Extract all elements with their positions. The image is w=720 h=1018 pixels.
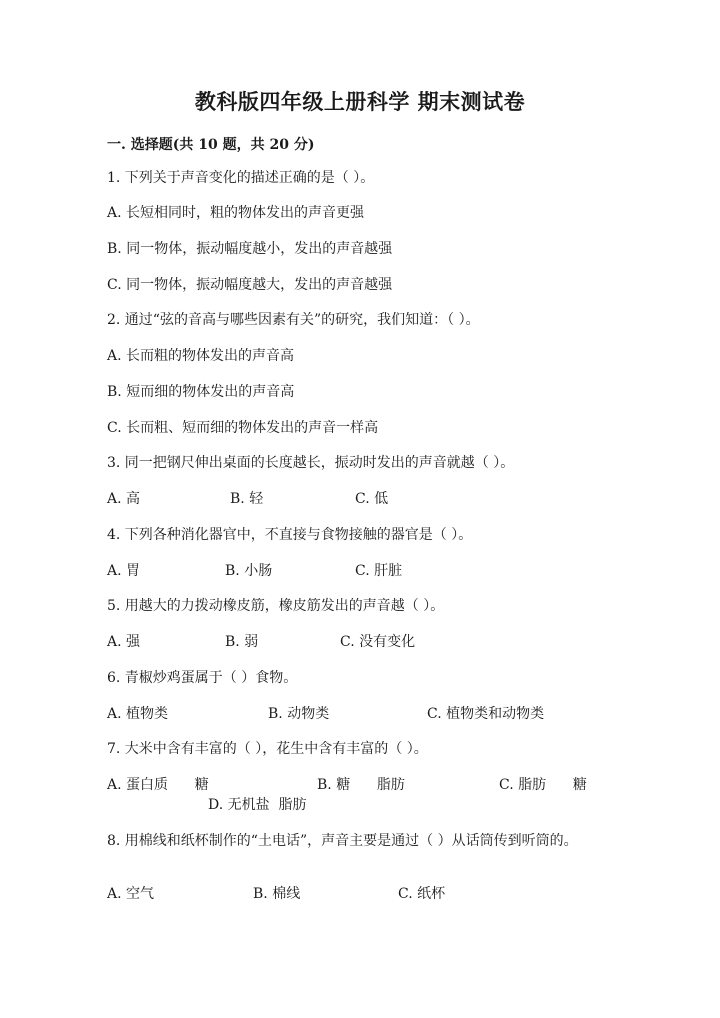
question-3-option-b: B. 轻 — [230, 491, 264, 507]
question-5-option-a: A. 强 — [107, 634, 141, 650]
question-4-option-b: B. 小肠 — [225, 563, 273, 579]
question-6-option-a: A. 植物类 — [107, 706, 169, 722]
question-3-option-a: A. 高 — [107, 491, 141, 507]
question-7-option-c: C. 脂肪 糖 — [499, 777, 587, 793]
question-1-option-a: A. 长短相同时，粗的物体发出的声音更强 — [107, 205, 365, 221]
question-1-option-b: B. 同一物体，振动幅度越小，发出的声音越强 — [107, 241, 393, 257]
question-8-option-b: B. 棉线 — [253, 886, 301, 902]
question-1-stem: 1. 下列关于声音变化的描述正确的是（ ）。 — [107, 170, 375, 186]
question-4-stem: 4. 下列各种消化器官中，不直接与食物接触的器官是（ ）。 — [107, 527, 473, 543]
question-7-stem: 7. 大米中含有丰富的（ ），花生中含有丰富的（ ）。 — [107, 741, 428, 757]
question-1-option-c: C. 同一物体，振动幅度越大，发出的声音越强 — [107, 277, 393, 293]
question-3-stem: 3. 同一把钢尺伸出桌面的长度越长，振动时发出的声音就越（ ）。 — [107, 455, 515, 471]
question-5-stem: 5. 用越大的力拨动橡皮筋，橡皮筋发出的声音越（ ）。 — [107, 598, 445, 614]
question-6-option-c: C. 植物类和动物类 — [427, 706, 545, 722]
question-8-option-c: C. 纸杯 — [398, 886, 446, 902]
section-heading: 一. 选择题(共 10 题，共 20 分) — [107, 137, 315, 153]
question-5-option-c: C. 没有变化 — [340, 634, 416, 650]
question-2-option-a: A. 长而粗的物体发出的声音高 — [107, 348, 295, 364]
question-8-option-a: A. 空气 — [107, 886, 155, 902]
question-3-option-c: C. 低 — [355, 491, 389, 507]
question-2-stem: 2. 通过“弦的音高与哪些因素有关”的研究，我们知道：（ ）。 — [107, 312, 480, 328]
question-7-option-b: B. 糖 脂肪 — [317, 777, 405, 793]
question-2-option-b: B. 短而细的物体发出的声音高 — [107, 384, 295, 400]
question-7-option-a: A. 蛋白质 糖 — [107, 777, 209, 793]
question-7-option-d: D. 无机盐 脂肪 — [208, 797, 307, 813]
page-title: 教科版四年级上册科学 期末测试卷 — [194, 89, 526, 114]
question-4-option-c: C. 肝脏 — [355, 563, 403, 579]
question-6-option-b: B. 动物类 — [268, 706, 330, 722]
question-2-option-c: C. 长而粗、短而细的物体发出的声音一样高 — [107, 420, 379, 436]
question-8-stem: 8. 用棉线和纸杯制作的“土电话”，声音主要是通过（ ）从话筒传到听筒的。 — [107, 833, 578, 849]
question-4-option-a: A. 胃 — [107, 563, 141, 579]
question-6-stem: 6. 青椒炒鸡蛋属于（ ）食物。 — [107, 670, 298, 686]
question-5-option-b: B. 弱 — [225, 634, 259, 650]
